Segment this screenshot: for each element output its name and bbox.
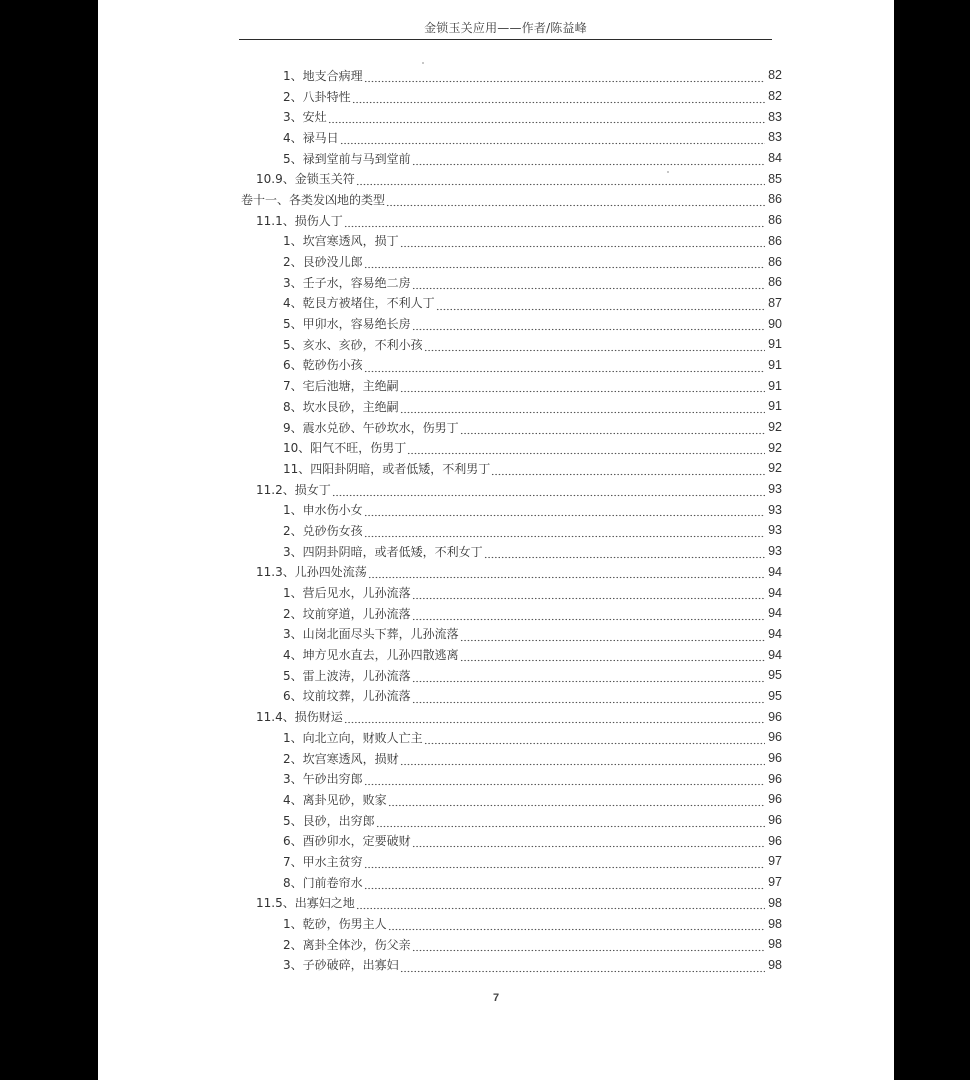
toc-entry-title: 3、壬子水，容易绝二房 bbox=[283, 275, 411, 290]
dot-leader bbox=[364, 878, 765, 890]
toc-entry-page-number: 97 bbox=[768, 875, 782, 890]
toc-entry-title: 8、坎水艮砂，主绝嗣 bbox=[283, 399, 399, 414]
dot-leader bbox=[407, 444, 765, 456]
dot-leader bbox=[412, 278, 765, 290]
toc-entry-title: 10、阳气不旺，伤男丁 bbox=[283, 441, 407, 456]
document-page bbox=[98, 0, 894, 1080]
toc-entry-page-number: 96 bbox=[768, 813, 782, 828]
dot-leader bbox=[356, 175, 765, 187]
dot-leader bbox=[460, 423, 765, 435]
toc-entry-title: 3、安灶 bbox=[283, 110, 327, 125]
toc-subsection-entry[interactable] bbox=[98, 499, 894, 520]
toc-entry-title: 2、坎宫寒透风，损财 bbox=[283, 751, 399, 766]
toc-entry-page-number: 93 bbox=[768, 523, 782, 538]
scan-speck bbox=[422, 62, 424, 64]
toc-entry-page-number: 91 bbox=[768, 399, 782, 414]
dot-leader bbox=[364, 258, 765, 270]
toc-subsection-entry[interactable] bbox=[98, 624, 894, 645]
toc-entry-title: 3、子砂破碎，出寡妇 bbox=[283, 958, 399, 973]
toc-subsection-entry[interactable] bbox=[98, 830, 894, 851]
toc-entry-page-number: 96 bbox=[768, 771, 782, 786]
toc-entry-title: 11.4、损伤财运 bbox=[256, 710, 343, 725]
dot-leader bbox=[376, 816, 765, 828]
dot-leader bbox=[400, 382, 765, 394]
dot-leader bbox=[400, 754, 765, 766]
toc-section-entry[interactable] bbox=[98, 562, 894, 583]
toc-entry-page-number: 93 bbox=[768, 544, 782, 559]
toc-subsection-entry[interactable] bbox=[98, 355, 894, 376]
toc-entry-title: 卷十一、各类发凶地的类型 bbox=[241, 192, 386, 207]
toc-entry-title: 11.2、损女丁 bbox=[256, 482, 331, 497]
toc-subsection-entry[interactable] bbox=[98, 86, 894, 107]
toc-entry-page-number: 86 bbox=[768, 275, 782, 290]
dot-leader bbox=[364, 361, 765, 373]
dot-leader bbox=[328, 113, 765, 125]
toc-entry-page-number: 98 bbox=[768, 957, 782, 972]
toc-entry-page-number: 91 bbox=[768, 357, 782, 372]
dot-leader bbox=[400, 961, 765, 973]
toc-entry-title: 11.3、儿孙四处流荡 bbox=[256, 565, 367, 580]
toc-entry-page-number: 94 bbox=[768, 564, 782, 579]
toc-subsection-entry[interactable] bbox=[98, 106, 894, 127]
toc-entry-page-number: 95 bbox=[768, 668, 782, 683]
toc-subsection-entry[interactable] bbox=[98, 251, 894, 272]
toc-entry-title: 2、八卦特性 bbox=[283, 89, 351, 104]
toc-entry-title: 1、坎宫寒透风，损丁 bbox=[283, 234, 399, 249]
dot-leader bbox=[364, 775, 765, 787]
dot-leader bbox=[412, 671, 765, 683]
dot-leader bbox=[491, 464, 765, 476]
toc-entry-title: 5、甲卯水，容易绝长房 bbox=[283, 317, 411, 332]
toc-entry-page-number: 91 bbox=[768, 378, 782, 393]
toc-entry-page-number: 96 bbox=[768, 709, 782, 724]
toc-entry-page-number: 96 bbox=[768, 792, 782, 807]
toc-entry-page-number: 97 bbox=[768, 854, 782, 869]
toc-entry-title: 2、艮砂没儿郎 bbox=[283, 255, 363, 270]
dot-leader bbox=[388, 920, 765, 932]
toc-entry-title: 1、乾砂，伤男主人 bbox=[283, 917, 387, 932]
toc-entry-page-number: 85 bbox=[768, 171, 782, 186]
dot-leader bbox=[368, 568, 765, 580]
dot-leader bbox=[400, 237, 765, 249]
toc-entry-page-number: 94 bbox=[768, 585, 782, 600]
toc-entry-page-number: 92 bbox=[768, 461, 782, 476]
toc-entry-page-number: 94 bbox=[768, 626, 782, 641]
dot-leader bbox=[460, 651, 765, 663]
toc-subsection-entry[interactable] bbox=[98, 913, 894, 934]
dot-leader bbox=[412, 837, 765, 849]
toc-entry-title: 4、离卦见砂，败家 bbox=[283, 792, 387, 807]
dot-leader bbox=[424, 733, 765, 745]
toc-entry-title: 4、坤方见水直去，儿孙四散逃离 bbox=[283, 648, 459, 663]
toc-subsection-entry[interactable] bbox=[98, 582, 894, 603]
toc-chapter-entry[interactable] bbox=[98, 189, 894, 210]
toc-subsection-entry[interactable] bbox=[98, 437, 894, 458]
toc-subsection-entry[interactable] bbox=[98, 934, 894, 955]
toc-entry-page-number: 98 bbox=[768, 937, 782, 952]
toc-entry-page-number: 86 bbox=[768, 233, 782, 248]
toc-subsection-entry[interactable] bbox=[98, 644, 894, 665]
toc-entry-title: 10.9、金锁玉关符 bbox=[256, 172, 355, 187]
toc-subsection-entry[interactable] bbox=[98, 872, 894, 893]
toc-entry-page-number: 83 bbox=[768, 130, 782, 145]
toc-entry-page-number: 86 bbox=[768, 213, 782, 228]
dot-leader bbox=[364, 506, 765, 518]
toc-entry-title: 2、离卦全体沙，伤父亲 bbox=[283, 937, 411, 952]
toc-entry-page-number: 96 bbox=[768, 833, 782, 848]
toc-subsection-entry[interactable] bbox=[98, 272, 894, 293]
toc-subsection-entry[interactable] bbox=[98, 396, 894, 417]
toc-section-entry[interactable] bbox=[98, 706, 894, 727]
toc-subsection-entry[interactable] bbox=[98, 148, 894, 169]
toc-entry-page-number: 87 bbox=[768, 295, 782, 310]
toc-entry-title: 3、山岗北面尽头下葬，儿孙流落 bbox=[283, 627, 459, 642]
toc-subsection-entry[interactable] bbox=[98, 768, 894, 789]
toc-subsection-entry[interactable] bbox=[98, 851, 894, 872]
dot-leader bbox=[364, 526, 765, 538]
toc-section-entry[interactable] bbox=[98, 893, 894, 914]
dot-leader bbox=[412, 320, 765, 332]
toc-entry-page-number: 95 bbox=[768, 688, 782, 703]
header-rule bbox=[239, 39, 772, 40]
toc-entry-title: 1、营后见水，儿孙流落 bbox=[283, 586, 411, 601]
toc-entry-title: 11、四阳卦阴暗，或者低矮，不利男丁 bbox=[283, 461, 491, 476]
dot-leader bbox=[412, 940, 765, 952]
toc-entry-title: 7、宅后池塘，主绝嗣 bbox=[283, 379, 399, 394]
toc-subsection-entry[interactable] bbox=[98, 686, 894, 707]
toc-entry-title: 3、午砂出穷郎 bbox=[283, 772, 363, 787]
toc-entry-page-number: 82 bbox=[768, 68, 782, 83]
dot-leader bbox=[412, 609, 765, 621]
toc-subsection-entry[interactable] bbox=[98, 748, 894, 769]
toc-entry-title: 1、申水伤小女 bbox=[283, 503, 363, 518]
toc-subsection-entry[interactable] bbox=[98, 789, 894, 810]
toc-entry-title: 7、甲水主贫穷 bbox=[283, 854, 363, 869]
table-of-contents bbox=[98, 65, 894, 975]
dot-leader bbox=[412, 154, 765, 166]
toc-subsection-entry[interactable] bbox=[98, 810, 894, 831]
dot-leader bbox=[400, 402, 765, 414]
toc-entry-page-number: 96 bbox=[768, 751, 782, 766]
toc-entry-title: 5、雷上波涛，儿孙流落 bbox=[283, 668, 411, 683]
toc-subsection-entry[interactable] bbox=[98, 375, 894, 396]
toc-entry-page-number: 84 bbox=[768, 151, 782, 166]
toc-section-entry[interactable] bbox=[98, 479, 894, 500]
toc-entry-page-number: 93 bbox=[768, 502, 782, 517]
toc-subsection-entry[interactable] bbox=[98, 458, 894, 479]
toc-subsection-entry[interactable] bbox=[98, 603, 894, 624]
toc-subsection-entry[interactable] bbox=[98, 313, 894, 334]
toc-entry-title: 11.1、损伤人丁 bbox=[256, 213, 343, 228]
toc-entry-page-number: 91 bbox=[768, 337, 782, 352]
toc-subsection-entry[interactable] bbox=[98, 334, 894, 355]
toc-subsection-entry[interactable] bbox=[98, 231, 894, 252]
dot-leader bbox=[484, 547, 765, 559]
toc-subsection-entry[interactable] bbox=[98, 65, 894, 86]
toc-entry-title: 5、亥水、亥砂，不利小孩 bbox=[283, 337, 423, 352]
dot-leader bbox=[356, 899, 765, 911]
toc-entry-title: 6、乾砂伤小孩 bbox=[283, 358, 363, 373]
toc-subsection-entry[interactable] bbox=[98, 293, 894, 314]
toc-entry-page-number: 98 bbox=[768, 916, 782, 931]
toc-entry-page-number: 90 bbox=[768, 316, 782, 331]
toc-entry-title: 8、门前卷帘水 bbox=[283, 875, 363, 890]
toc-entry-title: 3、四阴卦阴暗，或者低矮，不利女丁 bbox=[283, 544, 483, 559]
toc-entry-page-number: 86 bbox=[768, 192, 782, 207]
toc-section-entry[interactable] bbox=[98, 210, 894, 231]
page-number: 7 bbox=[492, 992, 500, 1004]
toc-subsection-entry[interactable] bbox=[98, 127, 894, 148]
dot-leader bbox=[344, 713, 765, 725]
toc-entry-page-number: 93 bbox=[768, 482, 782, 497]
toc-entry-title: 2、兑砂伤女孩 bbox=[283, 523, 363, 538]
toc-entry-page-number: 83 bbox=[768, 109, 782, 124]
toc-subsection-entry[interactable] bbox=[98, 417, 894, 438]
toc-entry-title: 9、震水兑砂、午砂坎水，伤男丁 bbox=[283, 420, 459, 435]
toc-entry-page-number: 94 bbox=[768, 647, 782, 662]
dot-leader bbox=[352, 92, 765, 104]
toc-entry-page-number: 92 bbox=[768, 440, 782, 455]
toc-entry-page-number: 94 bbox=[768, 606, 782, 621]
dot-leader bbox=[436, 299, 765, 311]
dot-leader bbox=[340, 133, 765, 145]
dot-leader bbox=[332, 485, 765, 497]
toc-entry-page-number: 98 bbox=[768, 895, 782, 910]
toc-subsection-entry[interactable] bbox=[98, 727, 894, 748]
toc-entry-page-number: 86 bbox=[768, 254, 782, 269]
dot-leader bbox=[460, 630, 765, 642]
dot-leader bbox=[364, 71, 765, 83]
toc-entry-title: 2、坟前穿道，儿孙流落 bbox=[283, 606, 411, 621]
toc-subsection-entry[interactable] bbox=[98, 541, 894, 562]
toc-entry-title: 5、艮砂，出穷郎 bbox=[283, 813, 375, 828]
toc-entry-title: 6、酉砂卯水，定要破财 bbox=[283, 834, 411, 849]
dot-leader bbox=[412, 692, 765, 704]
toc-entry-page-number: 82 bbox=[768, 89, 782, 104]
toc-subsection-entry[interactable] bbox=[98, 665, 894, 686]
toc-entry-page-number: 92 bbox=[768, 420, 782, 435]
dot-leader bbox=[424, 340, 765, 352]
dot-leader bbox=[364, 857, 765, 869]
dot-leader bbox=[388, 795, 765, 807]
toc-entry-page-number: 96 bbox=[768, 730, 782, 745]
toc-entry-title: 5、禄到堂前与马到堂前 bbox=[283, 151, 411, 166]
dot-leader bbox=[412, 589, 765, 601]
toc-subsection-entry[interactable] bbox=[98, 955, 894, 976]
toc-entry-title: 11.5、出寡妇之地 bbox=[256, 896, 355, 911]
toc-section-entry[interactable] bbox=[98, 168, 894, 189]
toc-entry-title: 4、乾艮方被堵住，不利人丁 bbox=[283, 296, 435, 311]
toc-entry-title: 6、坟前坟葬，儿孙流落 bbox=[283, 689, 411, 704]
toc-entry-title: 1、向北立向，财败人亡主 bbox=[283, 730, 423, 745]
toc-subsection-entry[interactable] bbox=[98, 520, 894, 541]
dot-leader bbox=[344, 216, 765, 228]
running-header-title: 金锁玉关应用——作者/陈益峰 bbox=[424, 21, 587, 35]
toc-entry-title: 4、禄马日 bbox=[283, 130, 339, 145]
dot-leader bbox=[386, 195, 765, 207]
toc-entry-title: 1、地支合病理 bbox=[283, 68, 363, 83]
